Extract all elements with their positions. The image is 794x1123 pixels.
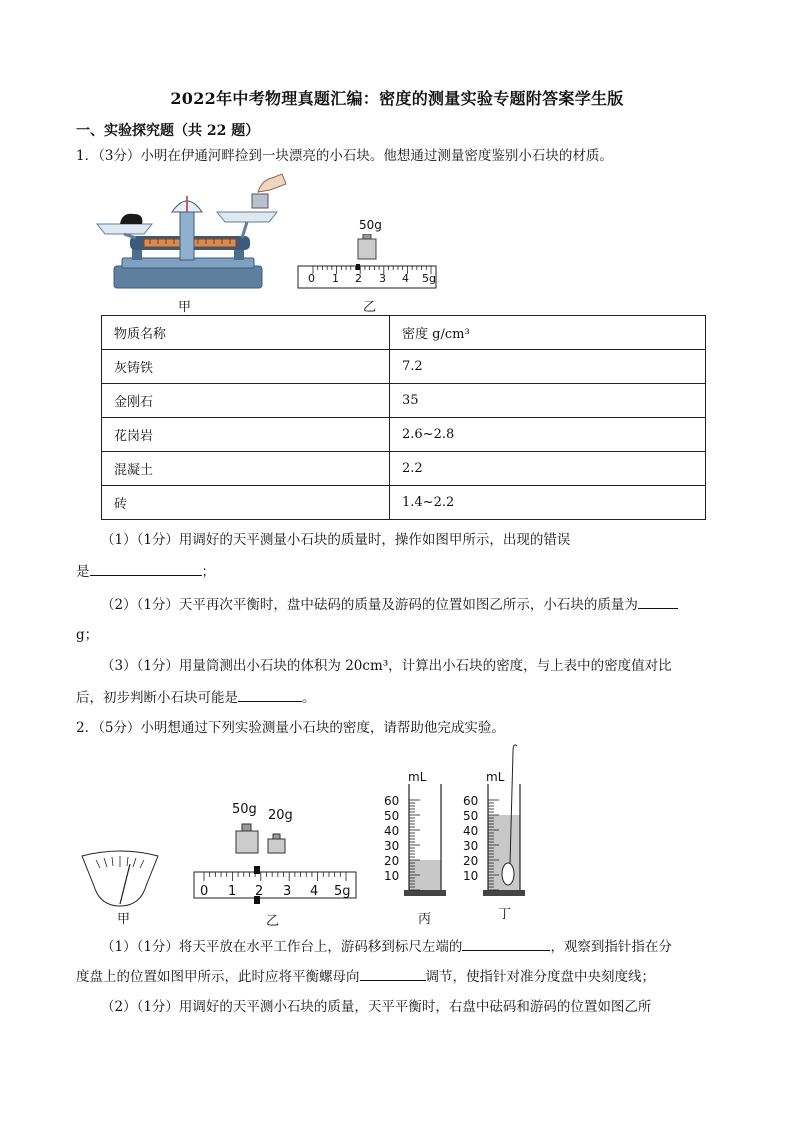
cyl-tick: 40 bbox=[463, 824, 479, 838]
q1-stem: 1．（3分）小明在伊通河畔捡到一块漂亮的小石块。他想通过测量密度鉴别小石块的材质。 bbox=[76, 148, 613, 164]
q1-sub2-line1 bbox=[101, 594, 678, 615]
cylinder-base bbox=[483, 890, 525, 896]
scale-tick: 1 bbox=[332, 272, 339, 285]
fig-label-yi: 乙 bbox=[363, 300, 377, 315]
scale-tick: 5g bbox=[334, 884, 351, 899]
q1-sub2-text: （2）（1分）天平再次平衡时，盘中砝码的质量及游码的位置如图乙所示，小石块的质量为 bbox=[101, 597, 638, 613]
cylinder-bing bbox=[404, 784, 450, 904]
table-cell: 2.2 bbox=[390, 452, 706, 486]
stone-icon bbox=[502, 863, 514, 885]
weight-50g-icon bbox=[358, 239, 376, 259]
fig-label-jia: 甲 bbox=[178, 300, 192, 315]
table-cell: 砖 bbox=[102, 486, 390, 520]
pointer-dial-figure bbox=[80, 850, 160, 908]
rider-marker bbox=[356, 264, 360, 270]
scale-tick: 1 bbox=[228, 884, 237, 899]
table-cell: 混凝土 bbox=[102, 452, 390, 486]
q2-sub1-suffix: ，观察到指针指在分 bbox=[550, 939, 672, 955]
table-cell: 1.4~2.2 bbox=[390, 486, 706, 520]
scale-tick: 2 bbox=[355, 272, 362, 285]
q1-sub1-prefix: 是 bbox=[76, 564, 90, 580]
answer-blank[interactable] bbox=[238, 687, 302, 702]
table-row bbox=[102, 452, 706, 486]
rider-marker bbox=[254, 866, 260, 874]
page-title: 2022年中考物理真题汇编：密度的测量实验专题附答案学生版 bbox=[170, 89, 624, 108]
weight-50g-icon bbox=[236, 831, 258, 853]
fig-label-jia: 甲 bbox=[117, 912, 131, 927]
scale-tick: 3 bbox=[379, 272, 386, 285]
cyl-tick: 20 bbox=[463, 854, 479, 868]
q1-sub2-line2: g； bbox=[76, 627, 99, 643]
table-row bbox=[102, 384, 706, 418]
cyl-bing-tick-labels bbox=[384, 788, 404, 888]
cyl-unit: mL bbox=[408, 770, 427, 784]
cyl-tick: 60 bbox=[463, 794, 479, 808]
table-header-row bbox=[102, 316, 706, 350]
cyl-tick: 50 bbox=[384, 809, 400, 823]
q2-sub1-line1 bbox=[101, 936, 672, 957]
table-row bbox=[102, 418, 706, 452]
q2-sub1b-prefix: 度盘上的位置如图甲所示，此时应将平衡螺母向 bbox=[76, 969, 360, 985]
table-row bbox=[102, 486, 706, 520]
balance-figure bbox=[92, 172, 292, 294]
q2-sub1b-suffix: 调节，使指针对准分度盘中央刻度线； bbox=[425, 969, 655, 985]
scale-tick: 4 bbox=[402, 272, 409, 285]
q1-sub1-line2 bbox=[76, 561, 215, 582]
table-cell: 花岗岩 bbox=[102, 418, 390, 452]
balance-base bbox=[114, 266, 262, 288]
answer-blank[interactable] bbox=[638, 594, 678, 609]
q1-sub1-line1: （1）（1分）用调好的天平测量小石块的质量时，操作如图甲所示，出现的错误 bbox=[101, 532, 571, 548]
scale-tick: 3 bbox=[283, 884, 292, 899]
table-cell: 7.2 bbox=[390, 350, 706, 384]
table-cell: 灰铸铁 bbox=[102, 350, 390, 384]
q1-weight-label: 50g bbox=[359, 218, 382, 232]
scale-tick: 4 bbox=[310, 884, 319, 899]
cyl-tick: 50 bbox=[463, 809, 479, 823]
stone-icon bbox=[120, 214, 142, 224]
answer-blank[interactable] bbox=[360, 966, 426, 981]
cyl-ding-tick-labels bbox=[463, 788, 483, 888]
cylinder-base bbox=[404, 890, 446, 896]
answer-blank[interactable] bbox=[462, 936, 550, 951]
q2-stem: 2．（5分）小明想通过下列实验测量小石块的密度，请帮助他完成实验。 bbox=[76, 720, 505, 736]
cyl-tick: 10 bbox=[463, 869, 479, 883]
table-header-cell: 物质名称 bbox=[102, 316, 390, 350]
scale-tick: 5g bbox=[422, 272, 436, 285]
scale-tick: 2 bbox=[255, 884, 264, 899]
cyl-tick: 30 bbox=[463, 839, 479, 853]
scale-tick: 0 bbox=[308, 272, 315, 285]
cyl-tick: 20 bbox=[384, 854, 400, 868]
q1-scale-tick-labels bbox=[296, 272, 441, 286]
section-heading: 一、实验探究题（共 22 题） bbox=[76, 123, 260, 139]
scale-tick: 0 bbox=[200, 884, 209, 899]
q2-sub2-line1: （2）（1分）用调好的天平测小石块的质量，天平平衡时，右盘中砝码和游码的位置如图乙所 bbox=[101, 999, 652, 1015]
table-cell: 35 bbox=[390, 384, 706, 418]
q1-sub3-suffix: 。 bbox=[302, 690, 316, 706]
weight-icon bbox=[252, 194, 268, 208]
cyl-unit: mL bbox=[486, 770, 505, 784]
q2-sub1-line2 bbox=[76, 966, 655, 987]
table-header-cell: 密度 g/cm³ bbox=[390, 316, 706, 350]
table-cell: 2.6~2.8 bbox=[390, 418, 706, 452]
weight-20g-icon bbox=[268, 839, 285, 853]
cyl-tick: 30 bbox=[384, 839, 400, 853]
q2-scale-tick-labels bbox=[192, 884, 360, 900]
density-table bbox=[101, 315, 706, 520]
answer-blank[interactable] bbox=[90, 561, 202, 576]
cyl-tick: 40 bbox=[384, 824, 400, 838]
q1-sub1-suffix: ； bbox=[201, 564, 215, 580]
table-cell: 金刚石 bbox=[102, 384, 390, 418]
cylinder-ding bbox=[483, 744, 531, 904]
fig-label-yi: 乙 bbox=[266, 914, 280, 929]
hand-icon bbox=[258, 174, 286, 192]
q1-sub3-prefix: 后，初步判断小石块可能是 bbox=[76, 690, 238, 706]
cyl-tick: 60 bbox=[384, 794, 400, 808]
weight-label-20g: 20g bbox=[268, 808, 293, 823]
q2-sub1-prefix: （1）（1分）将天平放在水平工作台上，游码移到标尺左端的 bbox=[101, 939, 463, 955]
q1-sub3-line1: （3）（1分）用量筒测出小石块的体积为 20cm³，计算出小石块的密度，与上表中的密度值对比 bbox=[101, 658, 672, 674]
table-row bbox=[102, 350, 706, 384]
fig-label-ding: 丁 bbox=[498, 907, 512, 922]
q1-sub3-line2 bbox=[76, 687, 316, 708]
cyl-tick: 10 bbox=[384, 869, 400, 883]
fig-label-bing: 丙 bbox=[418, 912, 432, 927]
weight-label-50g: 50g bbox=[232, 802, 257, 817]
